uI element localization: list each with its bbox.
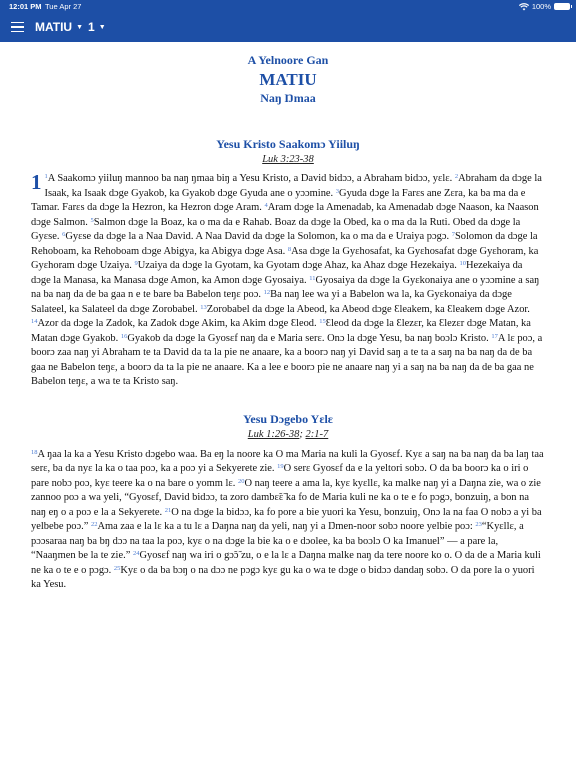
verse[interactable]: [45, 173, 455, 184]
verse[interactable]: [121, 333, 492, 344]
caret-down-icon: ▼: [98, 24, 106, 32]
verse-number: 7: [451, 231, 455, 238]
verse-number: 14: [31, 318, 38, 325]
verse-number: 17: [491, 332, 498, 340]
verse-text: Uzaiya da dɔge la Gyotam, ka Gyotam dɔge Ahaz, ka Ahaz dɔge Hezekaiya.: [137, 260, 460, 271]
verse-number: 6: [62, 231, 66, 238]
verse-text: Ɛleod da dɔge la Ɛlezɛr, ka Ɛlezɛr dɔge Matan, ka Matan dɔge Gyakob.: [31, 318, 531, 344]
book-subtitle: A Yelnoore Gan: [247, 53, 329, 67]
verse-number: 16: [120, 332, 128, 340]
caret-down-icon: ▼: [76, 24, 84, 32]
verse-text: A lɛ poɔ, a boorɔ zaa naŋ yi Abraham te ta David da ta la pie ne anaare, ka a boorɔ naŋ yi David saŋ a te ta a saŋ na ba naŋ da de ba gaa ne Babelon teŋɛ, a boorɔ da ta la pie ne anaare. Ka a lee e boorɔ pie ne anaare naŋ yi a saŋ na ba naŋ da de ba gaa ne Babelon teŋɛ, a wa te ta Kristo saŋ.: [31, 332, 543, 387]
verse-number: 21: [164, 506, 172, 514]
verse-number: 9: [134, 260, 138, 267]
sections: [0, 137, 576, 593]
book-title: MATIU: [259, 70, 317, 89]
verse-text: Zorobabel da dɔge la Abeod, ka Abeod dɔge Ɛleakem, ka Ɛleakem dɔge Azor.: [206, 303, 530, 315]
verse-text: Gyuda dɔge la Farɛs ane Zɛra, ka ba ma da e Tamar. Farɛs da dɔge la Hezron, ka Hezron dɔge Aram.: [31, 187, 526, 213]
menu-icon[interactable]: [11, 22, 24, 32]
verse-text: Hezekaiya da dɔge la Manasa, ka Manasa dɔge Amon, ka Amon dɔge Gyosaiya.: [31, 260, 523, 286]
verse[interactable]: [135, 260, 460, 271]
section: [0, 137, 576, 390]
verse-number: 4: [264, 202, 268, 209]
section: [0, 412, 576, 593]
verse-number: 3: [335, 187, 340, 195]
cross-reference: Luk 1:26-38; 2:1-7: [247, 428, 329, 440]
verse-text: A ŋaa la ka a Yesu Kristo dɔgebo waa. Ba eŋ la noore ka O ma Maria na kuli la Gyosɛf. Kyɛ a saŋ na ba naŋ da ba laŋ taa serɛ, ba da nyɛ la ka o taa poɔ, ka a poɔ yi a Sekyerete zie.: [31, 448, 544, 474]
verse-paragraph: [31, 448, 544, 593]
status-date: Tue Apr 27: [45, 2, 82, 11]
verse-number: 18: [31, 448, 38, 456]
verse[interactable]: [200, 304, 530, 315]
status-bar: [0, 0, 576, 14]
verse-number: 13: [200, 303, 207, 311]
verse-text: Solomon da dɔge la Rehoboam, ka Rehoboam dɔge Abigya, ka Abigya dɔge Asa.: [31, 231, 538, 257]
verse-text: Asa dɔge la Gyɛhosafat, ka Gyɛhosafat dɔge Gyɛhoram, ka Gyɛhoram dɔge Uzaiya.: [31, 245, 539, 271]
section-heading: Yesu Kristo Saakomɔ Yiiluŋ: [216, 137, 360, 151]
battery-icon: [554, 3, 570, 10]
verse-text: Gyɛse da dɔge la a Naa David. A Naa David da dɔge la Solomon, ka o ma da e Uraiya pɔgɔ.: [65, 231, 452, 242]
verse-number: 19: [277, 463, 284, 470]
verse-number: 20: [238, 477, 245, 485]
verse-text: Abraham da dɔge la Isaak, ka Isaak dɔge Gyakob, ka Gyakob dɔge Gyuda ane o yɔɔmine.: [44, 173, 542, 199]
chapter-selector[interactable]: [88, 20, 106, 34]
verse-number: 23: [475, 521, 482, 528]
verse-text: Azor da dɔge la Zadok, ka Zadok dɔge Akim, ka Akim dɔge Ɛleod.: [37, 318, 320, 329]
verse-text: Gyakob da dɔge la Gyosɛf naŋ da e Maria serɛ. Onɔ la dɔge Yesu, ba naŋ boɔlɔ Kristo.: [127, 332, 492, 344]
status-right: [519, 2, 570, 11]
cross-reference-link[interactable]: Luk 1:26-38: [247, 428, 300, 440]
verse-text: O serɛ Gyosɛf da e la yeltori sobɔ. O da ba boorɔ ka o iri o pare nobɔ poɔ, kyɛ teere ka o na bare o yomm lɛ.: [31, 463, 529, 489]
book-name: MATIU: [35, 20, 73, 34]
verse-text: Ama zaa e la lɛ ka a tu lɛ a Daŋna naŋ da yeli, naŋ yi a Ŋmen-noor sobɔ noore yelbie poɔ:: [97, 521, 476, 532]
verse-number: 2: [454, 173, 459, 180]
nav-bar: [0, 14, 576, 42]
verse-text: Kyɛ o da ba bɔŋ o na dɔɔ ne pɔgɔ kyɛ gu ka o wa te dɔge o bidɔɔ dandaŋ sobɔ. O da pore la o yuori ka Yesu.: [31, 564, 535, 590]
verse-number: 25: [113, 564, 121, 572]
verse-number: 15: [319, 318, 326, 325]
section-heading: Yesu Dɔgebo Yɛlɛ: [243, 411, 333, 426]
verse-text: Ba naŋ lee wa yi a Babelon wa la, ka Gyɛkonaiya da dɔge Salateel, ka Salateel da dɔge Zorobabel.: [31, 289, 512, 315]
verse-number: 5: [90, 216, 94, 224]
reader-content[interactable]: [0, 42, 576, 593]
verse-text: “Kyɛllɛ, a pɔɔsaraa naŋ ba bŋ dɔɔ na taa la poɔ, kyɛ o na dɔge la bie ka o e dɔolee, ka ba boɔlɔ O ka Imanuel” — a pare la, “Naaŋmen be la te zie.”: [31, 521, 524, 561]
verse-number: 1: [44, 173, 48, 180]
verse[interactable]: [31, 318, 319, 329]
verse-text: O na dɔge la bidɔɔ, ka fo pore a bie yuori ka Yesu, bonzuiŋ, Onɔ la na faa O nobɔ a yi ba yelbebe poɔ.”: [31, 506, 542, 532]
verse-number: 24: [132, 550, 140, 557]
verse-text: Gyosaiya da dɔge la Gyɛkonaiya ane o yɔɔmine a saŋ na ba naŋ da de ba gaa n e te bare ba Babelon teŋɛ poɔ.: [31, 274, 540, 300]
verse[interactable]: [62, 231, 452, 242]
verse-text: O naŋ teere a ama la, kyɛ kyɛllɛ, ka malke naŋ yi a Daŋna zie, wa o zie zannoo poɔ a wa yeli, “Gyosɛf, David bidɔɔ, ta zoro dambɛ̃ɛ̃ ka fo de Maria kuli ne ka o te e fo pɔgɔ, bonzuiŋ, a bon na naŋ eŋ o a poɔ e la a Sekyerete.: [31, 477, 541, 518]
verse-text: A Saakomɔ yiiluŋ mannoo ba naŋ ŋmaa biŋ a Yesu Kristo, a David bidɔɔ, a Abraham bidɔɔ, yɛlɛ.: [47, 173, 455, 184]
verse-number: 10: [459, 260, 466, 267]
verse-number: 22: [91, 521, 98, 528]
book-subname: Naŋ Ŋmaa: [260, 91, 316, 105]
book-selector[interactable]: [35, 20, 83, 34]
verse-text: Salmon dɔge la Boaz, ka o ma da e Rahab. Boaz da dɔge la Obed, ka o ma da la Ruti. Obed da dɔge la Gyɛse.: [31, 216, 521, 242]
cross-reference-link[interactable]: Luk 3:23-38: [262, 154, 314, 165]
battery-percent: 100%: [531, 2, 551, 11]
wifi-icon: [519, 3, 529, 11]
cross-reference: [0, 154, 576, 165]
verse-number: 11: [309, 274, 316, 282]
cross-reference-link[interactable]: 2:1-7: [305, 428, 329, 440]
chapter-number-dropcap: 1: [31, 170, 42, 194]
verse-number: 12: [263, 289, 271, 296]
verse-paragraph: [31, 172, 544, 390]
verse[interactable]: [91, 521, 475, 532]
verse-text: Gyosɛf naŋ wa iri o gɔ̃ɔ̃ zu, o e la lɛ a Daŋna malke naŋ da tere noore ko o. O da de a Maria kuli ne ka o te e o pɔgɔ.: [31, 550, 541, 576]
status-time: 12:01 PM: [9, 2, 42, 11]
verse-number: 8: [287, 245, 292, 253]
verse-text: Aram dɔge la Amenadab, ka Amenadab dɔge Naason, ka Naason dɔge Salmon.: [31, 202, 539, 228]
chapter-number: 1: [88, 20, 95, 34]
